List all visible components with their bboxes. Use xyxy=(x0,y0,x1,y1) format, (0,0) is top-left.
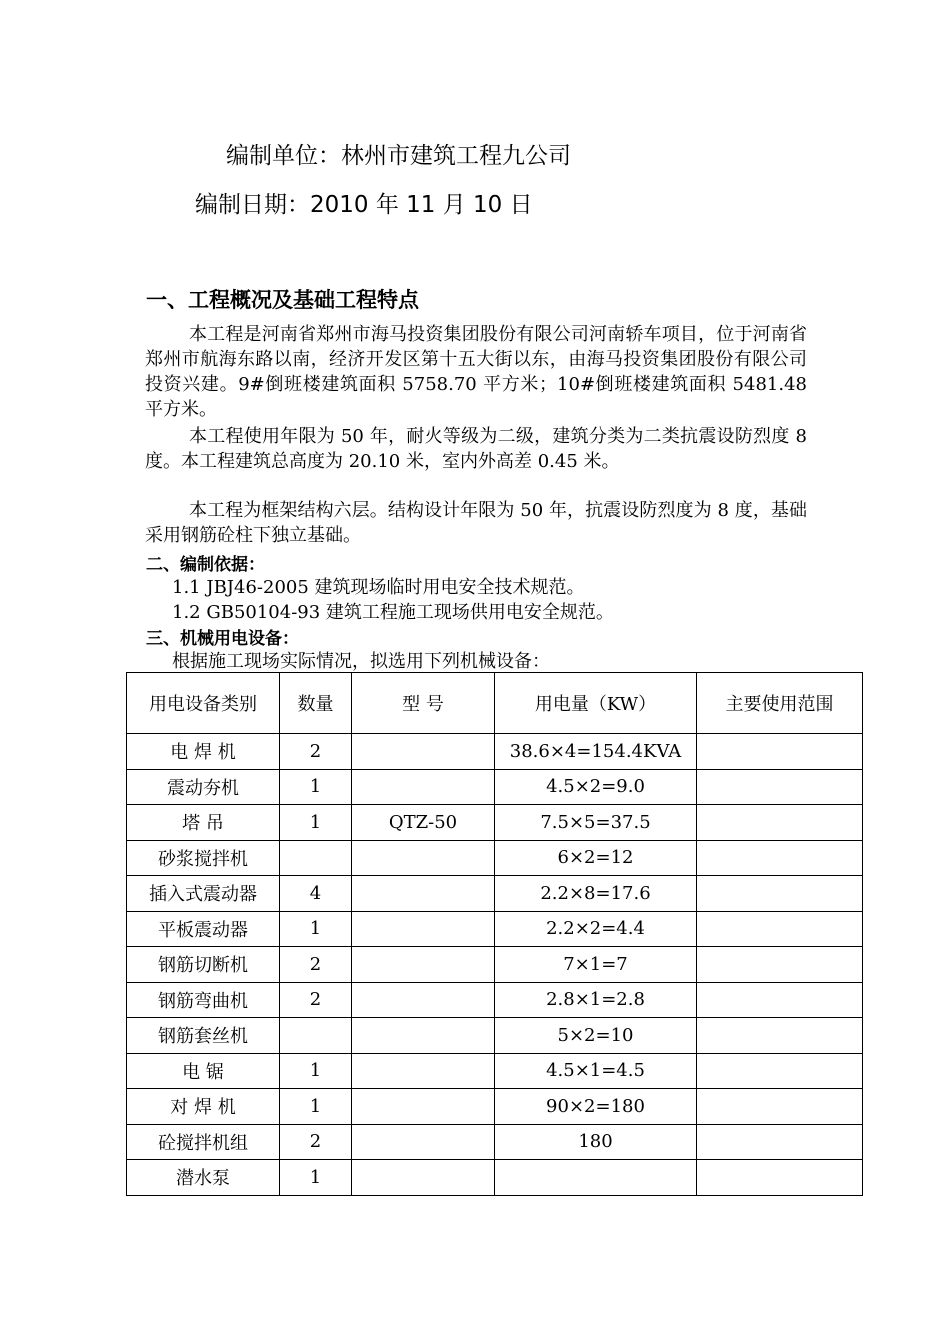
table-row xyxy=(127,1018,863,1054)
table-cell: 插入式震动器 xyxy=(127,876,280,912)
table-cell: 90×2=180 xyxy=(495,1089,697,1125)
table-cell: 4.5×1=4.5 xyxy=(495,1053,697,1089)
table-cell: 2.8×1=2.8 xyxy=(495,982,697,1018)
table-cell xyxy=(280,840,352,876)
table-header-cell: 数量 xyxy=(280,673,352,734)
table-cell: 1 xyxy=(280,1053,352,1089)
table-cell xyxy=(697,805,863,841)
table-row xyxy=(127,734,863,770)
table-cell xyxy=(697,911,863,947)
table-cell: 塔 吊 xyxy=(127,805,280,841)
table-header-cell: 型 号 xyxy=(352,673,495,734)
table-cell: 钢筋弯曲机 xyxy=(127,982,280,1018)
table-cell xyxy=(697,1053,863,1089)
table-cell xyxy=(697,982,863,1018)
table-cell: 钢筋切断机 xyxy=(127,947,280,983)
table-cell: 砼搅拌机组 xyxy=(127,1124,280,1160)
table-cell xyxy=(697,734,863,770)
table-cell: 对 焊 机 xyxy=(127,1089,280,1125)
table-cell: 2 xyxy=(280,947,352,983)
table-cell: 7×1=7 xyxy=(495,947,697,983)
table-cell xyxy=(352,1053,495,1089)
table-cell: 7.5×5=37.5 xyxy=(495,805,697,841)
equipment-table xyxy=(126,672,863,1196)
table-cell: 2.2×8=17.6 xyxy=(495,876,697,912)
table-cell xyxy=(352,1089,495,1125)
compiling-date: 编制日期：2010 年 11 月 10 日 xyxy=(195,192,533,218)
section-3-title: 三、机械用电设备： xyxy=(146,629,299,649)
table-cell xyxy=(697,1089,863,1125)
table-cell xyxy=(697,769,863,805)
table-cell: 1 xyxy=(280,805,352,841)
table-row xyxy=(127,1124,863,1160)
table-cell xyxy=(697,1160,863,1196)
table-row xyxy=(127,876,863,912)
table-cell xyxy=(697,840,863,876)
table-cell xyxy=(352,982,495,1018)
table-cell: 6×2=12 xyxy=(495,840,697,876)
section-1-title: 一、工程概况及基础工程特点 xyxy=(146,288,419,312)
table-cell xyxy=(352,1160,495,1196)
compiling-unit: 编制单位：林州市建筑工程九公司 xyxy=(226,143,571,169)
section-2-title: 二、编制依据： xyxy=(146,555,265,575)
table-cell: 1 xyxy=(280,1089,352,1125)
table-cell xyxy=(352,911,495,947)
table-cell xyxy=(495,1160,697,1196)
table-cell xyxy=(352,876,495,912)
table-header-row xyxy=(127,673,863,734)
table-cell: 电 焊 机 xyxy=(127,734,280,770)
table-cell: 4.5×2=9.0 xyxy=(495,769,697,805)
table-cell: 5×2=10 xyxy=(495,1018,697,1054)
table-cell xyxy=(352,1018,495,1054)
table-cell: 2 xyxy=(280,1124,352,1160)
table-row xyxy=(127,1089,863,1125)
overview-paragraph-1: 本工程是河南省郑州市海马投资集团股份有限公司河南轿车项目，位于河南省郑州市航海东路以南，经济开发区第十五大街以东，由海马投资集团股份有限公司投资兴建。9#倒班楼建筑面积 5758.70 平方米；10#倒班楼建筑面积 5481.48 平方米。 xyxy=(145,324,807,420)
table-cell: 钢筋套丝机 xyxy=(127,1018,280,1054)
table-cell xyxy=(352,1124,495,1160)
table-cell xyxy=(697,1018,863,1054)
table-cell: 38.6×4=154.4KVA xyxy=(495,734,697,770)
table-cell: QTZ-50 xyxy=(352,805,495,841)
table-cell: 震动夯机 xyxy=(127,769,280,805)
table-row xyxy=(127,982,863,1018)
table-cell xyxy=(280,1018,352,1054)
overview-paragraph-2: 本工程使用年限为 50 年，耐火等级为二级，建筑分类为二类抗震设防烈度 8 度。本工程建筑总高度为 20.10 米，室内外高差 0.45 米。 xyxy=(145,426,807,472)
table-row xyxy=(127,805,863,841)
reference-item-2: 1.2 GB50104-93 建筑工程施工现场供用电安全规范。 xyxy=(172,602,614,623)
table-cell: 2 xyxy=(280,734,352,770)
table-cell: 1 xyxy=(280,1160,352,1196)
table-row xyxy=(127,1053,863,1089)
table-cell xyxy=(697,1124,863,1160)
table-cell: 1 xyxy=(280,911,352,947)
table-cell xyxy=(697,876,863,912)
table-cell xyxy=(352,734,495,770)
overview-paragraph-3: 本工程为框架结构六层。结构设计年限为 50 年，抗震设防烈度为 8 度，基础采用钢筋砼柱下独立基础。 xyxy=(145,500,807,546)
table-cell: 4 xyxy=(280,876,352,912)
table-row xyxy=(127,947,863,983)
table-cell: 电 锯 xyxy=(127,1053,280,1089)
table-row xyxy=(127,840,863,876)
table-cell: 180 xyxy=(495,1124,697,1160)
equipment-intro: 根据施工现场实际情况，拟选用下列机械设备： xyxy=(172,651,550,672)
table-cell xyxy=(352,947,495,983)
table-cell xyxy=(352,769,495,805)
table-cell: 2.2×2=4.4 xyxy=(495,911,697,947)
table-cell xyxy=(697,947,863,983)
table-row xyxy=(127,1160,863,1196)
reference-item-1: 1.1 JBJ46-2005 建筑现场临时用电安全技术规范。 xyxy=(172,577,585,598)
table-header-cell: 主要使用范围 xyxy=(697,673,863,734)
table-row xyxy=(127,911,863,947)
table-row xyxy=(127,769,863,805)
table-cell: 潜水泵 xyxy=(127,1160,280,1196)
table-cell: 2 xyxy=(280,982,352,1018)
table-cell xyxy=(352,840,495,876)
table-cell: 1 xyxy=(280,769,352,805)
table-header-cell: 用电设备类别 xyxy=(127,673,280,734)
table-cell: 平板震动器 xyxy=(127,911,280,947)
table-cell: 砂浆搅拌机 xyxy=(127,840,280,876)
table-header-cell: 用电量（KW） xyxy=(495,673,697,734)
